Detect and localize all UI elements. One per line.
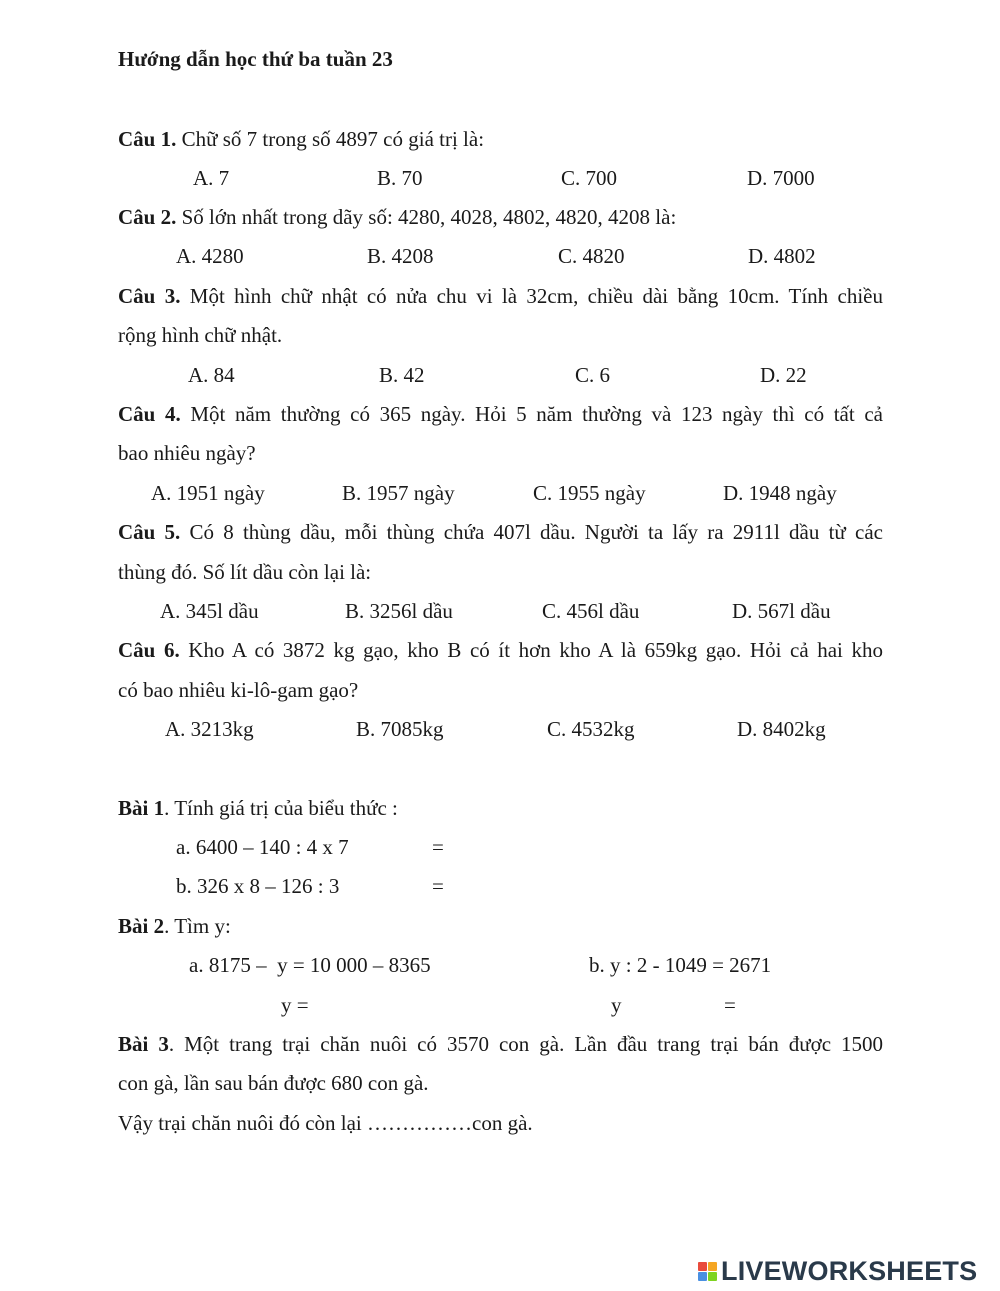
question-label: Câu 3.: [118, 284, 181, 308]
logo-icon: [698, 1262, 717, 1281]
exercise-text: . Một trang trại chăn nuôi có 3570 con gà. Lần đầu trang trại bán được 1500: [168, 1032, 884, 1056]
exercise-3-cont: con gà, lần sau bán được 680 con gà.: [118, 1071, 429, 1095]
answer-option[interactable]: A. 1951 ngày: [151, 481, 265, 505]
answer-option[interactable]: D. 567l dầu: [732, 599, 831, 623]
equation-b: b. y : 2 - 1049 = 2671: [589, 953, 772, 977]
answer-label-y-b: y: [611, 993, 622, 1017]
question-label: Câu 2.: [118, 205, 177, 229]
answer-option[interactable]: B. 7085kg: [356, 717, 444, 741]
question-text: Chữ số 7 trong số 4897 có giá trị là:: [176, 127, 485, 151]
question-1: [118, 127, 883, 152]
liveworksheets-logo: [698, 1256, 977, 1286]
answer-option[interactable]: C. 4820: [558, 244, 625, 268]
answer-option[interactable]: D. 1948 ngày: [723, 481, 837, 505]
exercise-2: [118, 914, 883, 939]
question-text: Kho A có 3872 kg gạo, kho B có ít hơn kho A là 659kg gạo. Hỏi cả hai kho: [179, 638, 883, 662]
answer-input-b[interactable]: =: [432, 874, 444, 898]
answer-option[interactable]: A. 345l dầu: [160, 599, 259, 623]
question-label: Câu 4.: [118, 402, 181, 426]
question-text: Có 8 thùng dầu, mỗi thùng chứa 407l dầu. Người ta lấy ra 2911l dầu từ các: [180, 520, 883, 544]
answer-input-a[interactable]: =: [432, 835, 444, 859]
answer-option[interactable]: C. 700: [561, 166, 618, 190]
logo-square: [708, 1262, 717, 1271]
question-6: [118, 638, 883, 663]
question-6-cont: có bao nhiêu ki-lô-gam gạo?: [118, 678, 359, 702]
answer-option[interactable]: A. 4280: [176, 244, 244, 268]
logo-text: LIVEWORKSHEETS: [721, 1255, 978, 1286]
expression-a: a. 6400 – 140 : 4 x 7: [176, 835, 349, 859]
answer-option[interactable]: D. 22: [760, 363, 807, 387]
answer-option[interactable]: D. 4802: [748, 244, 816, 268]
question-3: [118, 284, 883, 309]
logo-square: [698, 1262, 707, 1271]
question-label: Câu 6.: [118, 638, 180, 662]
answer-option[interactable]: A. 3213kg: [165, 717, 254, 741]
answer-input-y-b[interactable]: =: [724, 993, 736, 1017]
exercise-text: . Tìm y:: [164, 914, 231, 938]
question-text: Một năm thường có 365 ngày. Hỏi 5 năm thường và 123 ngày thì có tất cả: [180, 402, 883, 426]
answer-option[interactable]: D. 8402kg: [737, 717, 826, 741]
answer-input-y-a[interactable]: y =: [281, 993, 309, 1017]
answer-option[interactable]: A. 7: [193, 166, 230, 190]
answer-option[interactable]: D. 7000: [747, 166, 815, 190]
answer-option[interactable]: C. 6: [575, 363, 611, 387]
question-text: Một hình chữ nhật có nửa chu vi là 32cm, chiều dài bằng 10cm. Tính chiều: [180, 284, 883, 308]
exercise-text: . Tính giá trị của biểu thức :: [164, 796, 398, 820]
logo-square: [698, 1272, 707, 1281]
question-2: [118, 205, 883, 230]
exercise-1: [118, 796, 883, 821]
exercise-3-answer[interactable]: Vậy trại chăn nuôi đó còn lại ……………con gà.: [118, 1111, 533, 1135]
exercise-label: Bài 1: [118, 796, 165, 820]
answer-option[interactable]: C. 1955 ngày: [533, 481, 646, 505]
equation-a: a. 8175 – y = 10 000 – 8365: [189, 953, 431, 977]
page-title: Hướng dẫn học thứ ba tuần 23: [118, 47, 393, 71]
exercise-label: Bài 3: [118, 1032, 169, 1056]
answer-option[interactable]: B. 1957 ngày: [342, 481, 455, 505]
question-4: [118, 402, 883, 427]
question-text: Số lớn nhất trong dãy số: 4280, 4028, 4802, 4820, 4208 là:: [176, 205, 677, 229]
answer-option[interactable]: B. 3256l dầu: [345, 599, 453, 623]
logo-square: [708, 1272, 717, 1281]
answer-option[interactable]: C. 456l dầu: [542, 599, 640, 623]
question-label: Câu 1.: [118, 127, 177, 151]
question-3-cont: rộng hình chữ nhật.: [118, 323, 283, 347]
expression-b: b. 326 x 8 – 126 : 3: [176, 874, 340, 898]
exercise-3: [118, 1032, 883, 1057]
question-5-cont: thùng đó. Số lít dầu còn lại là:: [118, 560, 372, 584]
answer-option[interactable]: A. 84: [188, 363, 235, 387]
answer-option[interactable]: B. 4208: [367, 244, 434, 268]
answer-option[interactable]: C. 4532kg: [547, 717, 635, 741]
answer-option[interactable]: B. 70: [377, 166, 423, 190]
question-label: Câu 5.: [118, 520, 181, 544]
exercise-label: Bài 2: [118, 914, 165, 938]
question-5: [118, 520, 883, 545]
answer-option[interactable]: B. 42: [379, 363, 425, 387]
question-4-cont: bao nhiêu ngày?: [118, 441, 256, 465]
